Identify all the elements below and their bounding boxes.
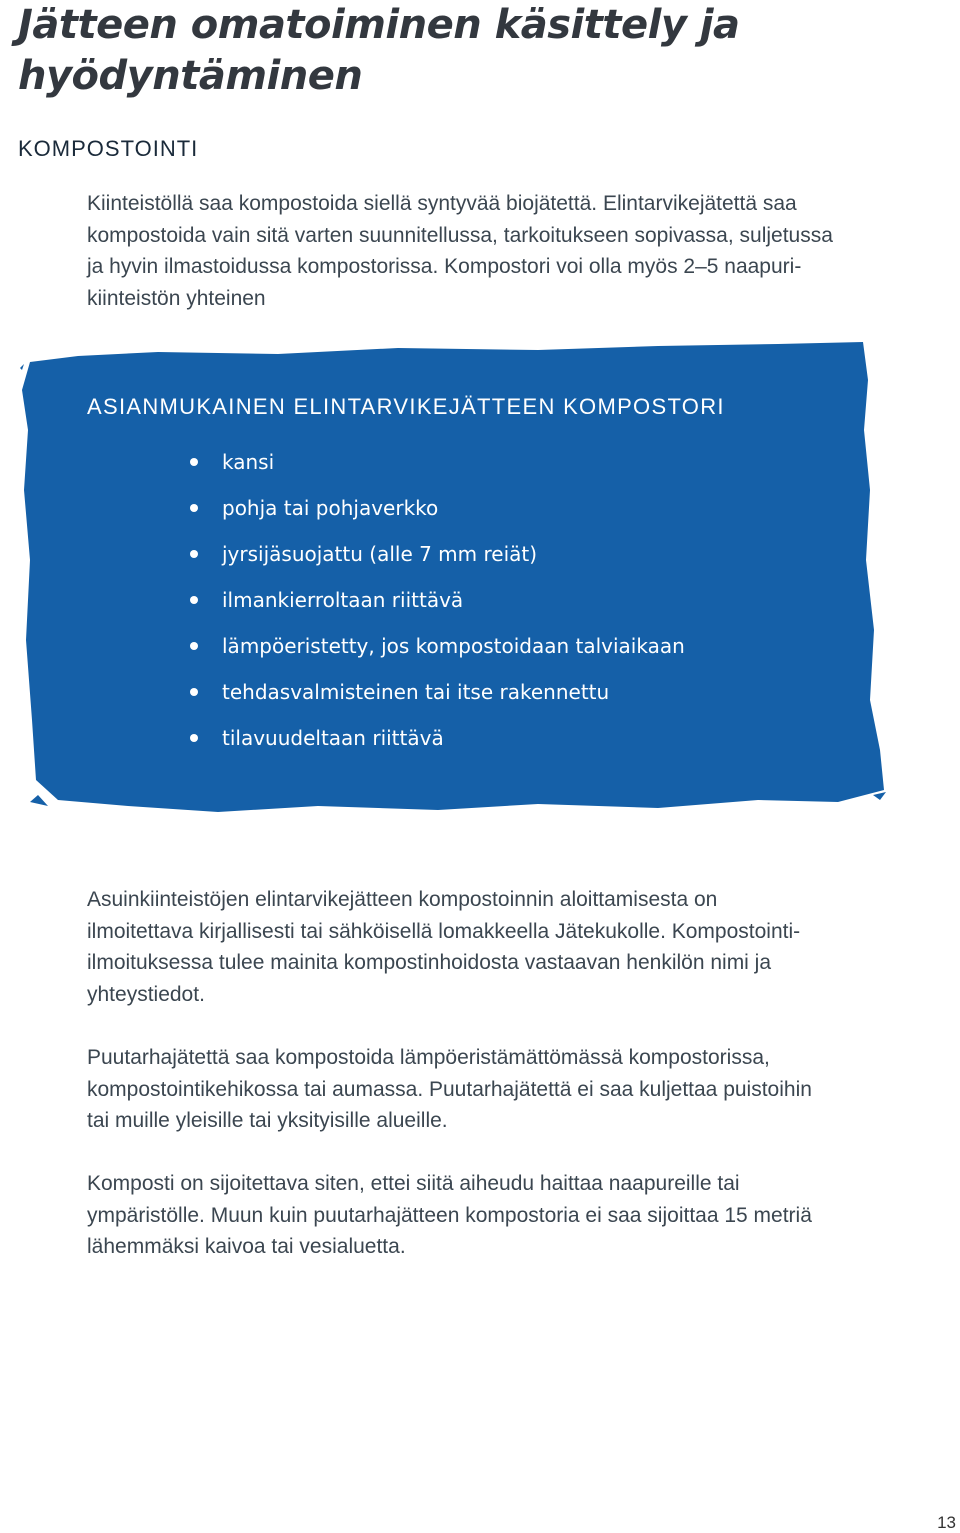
list-item [190,493,685,539]
list-item-label: lämpöeristetty, jos kompostoidaan talviaikaan [222,634,685,658]
list-item-label: tehdasvalmisteinen tai itse rakennettu [222,680,610,704]
bullet-icon [190,642,198,650]
placement-paragraph [87,1168,887,1263]
requirements-list [190,447,685,769]
list-item [190,585,685,631]
list-item [190,631,685,677]
intro-line: Kiinteistöllä saa kompostoida siellä syntyvää biojätettä. Elintarvikejätettä saa [87,192,797,215]
list-item [190,539,685,585]
composter-requirements-box [18,340,888,832]
paragraph-line: Puutarhajätettä saa kompostoida lämpöeristämättömässä kompostorissa, [87,1046,770,1069]
notification-paragraph [87,884,887,1010]
intro-line: kompostoida vain sitä varten suunnitellussa, tarkoitukseen sopivassa, suljetussa [87,223,833,247]
list-item-label: kansi [222,450,275,474]
paragraph-line: ilmoituksessa tulee mainita kompostinhoidosta vastaavan henkilön nimi ja [87,951,772,974]
paragraph-line: tai muille yleisille tai yksityisille alueille. [87,1109,448,1132]
garden-waste-paragraph [87,1042,887,1137]
paragraph-line: kompostointikehikossa tai aumassa. Puutarhajätettä ei saa kuljettaa puistoihin [87,1077,812,1101]
bullet-icon [190,688,198,696]
paragraph-line: Asuinkiinteistöjen elintarvikejätteen kompostoinnin aloittamisesta on [87,888,718,911]
title-line-1: Jätteen omatoiminen käsittely ja [18,2,740,48]
paragraph-line: ympäristölle. Muun kuin puutarhajätteen kompostoria ei saa sijoittaa 15 metriä [87,1203,812,1227]
bullet-icon [190,504,198,512]
paragraph-line: yhteystiedot. [87,982,205,1006]
bullet-icon [190,458,198,466]
list-item [190,677,685,723]
list-item-label: pohja tai pohjaverkko [222,496,439,520]
paragraph-line: lähemmäksi kaivoa tai vesialuetta. [87,1235,406,1258]
list-item [190,723,685,769]
intro-line: ja hyvin ilmastoidussa kompostorissa. Kompostori voi olla myös 2–5 naapuri- [87,255,802,278]
box-heading: ASIANMUKAINEN ELINTARVIKEJÄTTEEN KOMPOSTORI [87,394,725,419]
intro-paragraph [87,188,887,314]
bullet-icon [190,596,198,604]
paragraph-line: ilmoitettava kirjallisesti tai sähköisellä lomakkeella Jätekukolle. Kompostointi- [87,919,801,943]
page-title [18,0,740,102]
paragraph-line: Komposti on sijoitettava siten, ettei siitä aiheudu haittaa naapureille tai [87,1172,740,1195]
list-item [190,447,685,493]
page-number: 13 [937,1513,956,1532]
intro-line: kiinteistön yhteinen [87,286,266,310]
list-item-label: jyrsijäsuojattu (alle 7 mm reiät) [222,542,538,566]
list-item-label: tilavuudeltaan riittävä [222,726,444,750]
list-item-label: ilmankierroltaan riittävä [222,588,464,612]
bullet-icon [190,550,198,558]
section-heading: KOMPOSTOINTI [18,136,199,161]
title-line-2: hyödyntäminen [18,53,363,99]
bullet-icon [190,734,198,742]
